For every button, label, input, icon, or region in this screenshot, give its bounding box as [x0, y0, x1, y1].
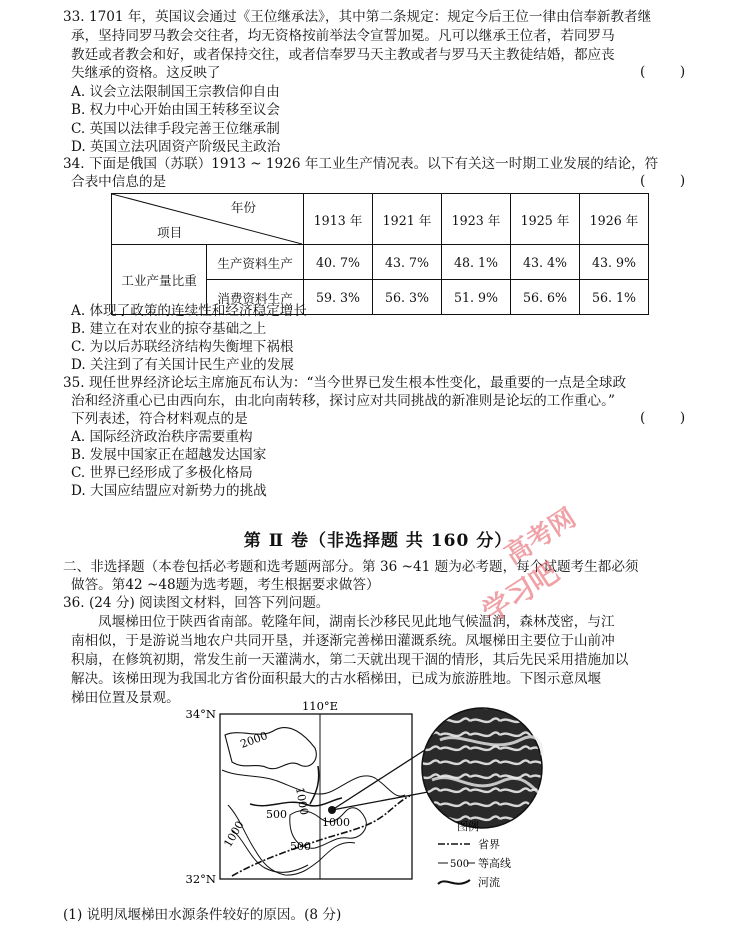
q35-stem-line-3: 下列表述，符合材料观点的是	[71, 411, 248, 427]
q36-material-line-3: 积扇，在修筑初期，常发生前一天灌满水，第二天就出现干涸的情形，其后先民采用措施加以	[71, 652, 629, 668]
section-2-title: 第 Ⅱ 卷（非选择题 共 160 分）	[243, 531, 513, 551]
table-cell: 56. 6%	[511, 280, 580, 315]
q34-stem-line-2: 合表中信息的是	[71, 174, 167, 190]
corner-item-label: 项目	[157, 225, 183, 240]
q35-option-d: D. 大国应结盟应对新势力的挑战	[71, 483, 267, 499]
table-cell: 40. 7%	[304, 245, 373, 280]
q34-answer-paren: ( )	[640, 173, 686, 189]
table-cell: 56. 1%	[580, 280, 649, 315]
section-2-instructions-1: 二、非选择题（本卷包括必考题和选考题两部分。第 36 ~41 题为必考题，每个试题考生都必须	[63, 559, 639, 575]
q35-answer-paren: ( )	[640, 410, 686, 426]
contour-label: 500	[266, 808, 287, 821]
table-cell: 43. 9%	[580, 245, 649, 280]
q33-stem-line-4: 失继承的资格。这反映了	[71, 65, 221, 81]
corner-year-label: 年份	[230, 200, 256, 215]
table-corner-header	[112, 194, 304, 245]
q36-material-line-5: 梯田位置及景观。	[71, 690, 180, 706]
q36-material-line-2: 南相似，于是游说当地农户共同开垦，并逐渐完善梯田灌溉系统。凤堰梯田主要位于山前冲	[71, 633, 615, 649]
group-label: 工业产量比重	[112, 245, 207, 315]
table-cell: 59. 3%	[304, 280, 373, 315]
table-cell: 43. 7%	[373, 245, 442, 280]
q33-option-a: A. 议会立法限制国王宗教信仰自由	[71, 84, 280, 100]
row-label: 生产资料生产	[207, 245, 304, 280]
legend-border-label: 省界	[478, 838, 500, 851]
q34-stem-line-1: 34. 下面是俄国（苏联）1913 ~ 1926 年工业生产情况表。以下有关这一时期工业发展的结论，符	[63, 156, 659, 172]
q34-option-d: D. 关注到了有关国计民生产业的发展	[71, 357, 294, 373]
legend-river-swatch	[438, 880, 470, 884]
lat-bottom-label: 32°N	[185, 872, 216, 886]
row-label: 消费资料生产	[207, 280, 304, 315]
q33-option-c: C. 英国以法律手段完善王位继承制	[71, 121, 280, 137]
year-header: 1921 年	[373, 194, 442, 245]
q33-option-d: D. 英国立法巩固资产阶级民主政治	[71, 139, 281, 155]
q36-material-line-4: 解决。该梯田现为我国北方省份面积最大的古水稻梯田，已成为旅游胜地。下图示意凤堰	[71, 671, 602, 687]
year-header: 1925 年	[511, 194, 580, 245]
table-cell: 51. 9%	[442, 280, 511, 315]
contour-label: 2000	[238, 729, 270, 751]
q34-option-a: A. 体现了政策的连续性和经济稳定增长	[71, 303, 307, 319]
q36-subquestion-1: (1) 说明凤堰梯田水源条件较好的原因。(8 分)	[63, 907, 342, 923]
watermark-line-2: 学习吧	[476, 555, 565, 629]
contour-line-2000	[225, 728, 316, 769]
lon-label: 110°E	[301, 700, 339, 713]
table-cell: 56. 3%	[373, 280, 442, 315]
section-2-instructions-2: 做答。第42 ~48题为选考题，考生根据要求做答）	[71, 577, 380, 593]
legend-title: 图例	[457, 820, 479, 833]
q35-stem-line-1: 35. 现任世界经济论坛主席施瓦布认为：“当今世界已发生根本性变化，最重要的一点是全球政	[63, 375, 627, 391]
year-header: 1926 年	[580, 194, 649, 245]
legend-contour-label: 等高线	[478, 857, 511, 870]
year-header: 1923 年	[442, 194, 511, 245]
table-cell: 43. 4%	[511, 245, 580, 280]
q33-option-b: B. 权力中心开始由国王转移至议会	[71, 102, 280, 118]
contour-label: 500	[290, 840, 311, 853]
q33-stem-line-3: 教廷或者教会和好，或者保持交往，或者信奉罗马天主教或者与罗马天主教徒结婚，都应丧	[71, 47, 615, 63]
q35-option-a: A. 国际经济政治秩序需要重构	[71, 429, 253, 445]
contour-label: 1000	[221, 818, 247, 850]
contour-label: 1000	[293, 786, 311, 817]
fengyan-terrace-map	[170, 700, 560, 900]
legend-contour-value: 500	[450, 859, 470, 870]
q33-stem-line-2: 承，坚持同罗马教会交往者，均无资格按前举法令宣誓加冕。凡可以继承王位者，若同罗马	[71, 28, 615, 44]
q35-option-c: C. 世界已经形成了多极化格局	[71, 465, 253, 481]
q35-stem-line-2: 治和经济重心已由西向东，由北向南转移，探讨应对共同挑战的新准则是论坛的工作重心。”	[71, 393, 615, 409]
year-header: 1913 年	[304, 194, 373, 245]
lat-top-label: 34°N	[185, 707, 216, 721]
contour-label: 1000	[322, 816, 350, 829]
legend-river-label: 河流	[478, 876, 500, 889]
q33-stem-line-1: 33. 1701 年，英国议会通过《王位继承法》，其中第二条规定：规定今后王位一律由信奉新教者继	[63, 9, 652, 25]
table-cell: 48. 1%	[442, 245, 511, 280]
q34-option-b: B. 建立在对农业的掠夺基础之上	[71, 321, 267, 337]
q34-option-c: C. 为以后苏联经济结构失衡埋下祸根	[71, 339, 294, 355]
q35-option-b: B. 发展中国家正在超越发达国家	[71, 447, 267, 463]
q36-heading: 36. (24 分) 阅读图文材料，回答下列问题。	[63, 595, 330, 611]
contour-line-1000	[222, 770, 405, 796]
production-table	[111, 193, 649, 315]
terrace-photo	[422, 708, 542, 828]
q33-answer-paren: ( )	[640, 64, 686, 80]
table-row	[112, 245, 649, 280]
watermark-line-1: 高考网	[499, 503, 582, 571]
q36-material-line-1: 凤堰梯田位于陕西省南部。乾隆年间，湖南长沙移民见此地气候温润，森林茂密，与江	[98, 614, 615, 630]
